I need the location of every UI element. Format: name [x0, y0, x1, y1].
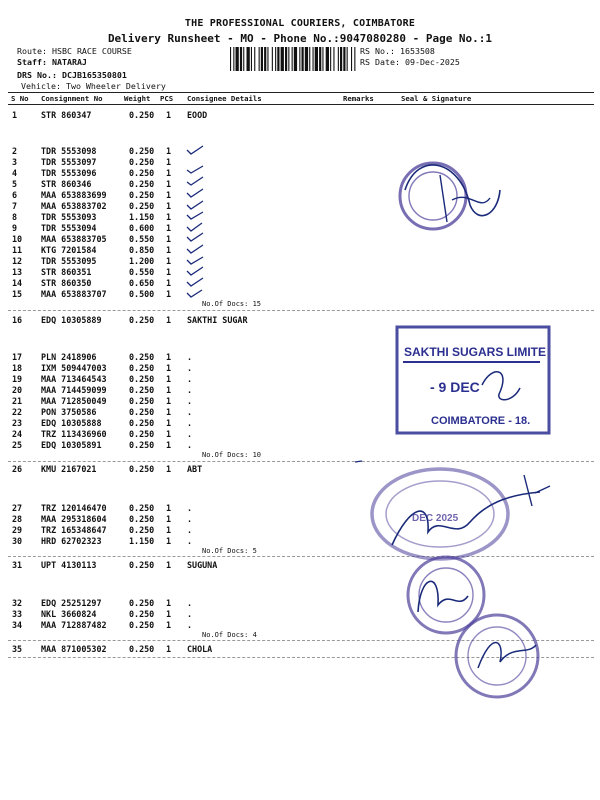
sakthi-stamp-city: COIMBATORE - 18. — [431, 415, 531, 427]
table-row: 6 MAA 653883699 0.250 1 — [12, 190, 172, 200]
table-row: 10 MAA 653883705 0.550 1 — [12, 234, 172, 244]
barcode-bar — [347, 47, 348, 71]
barcode-bar — [351, 47, 352, 71]
table-row: 9 TDR 5553094 0.600 1 — [12, 223, 172, 233]
table-row: 27 TRZ 120146470 0.250 1 . — [12, 503, 193, 513]
table-row: 8 TDR 5553093 1.150 1 — [12, 212, 172, 222]
company-title: THE PROFESSIONAL COURIERS, COIMBATORE — [184, 18, 416, 29]
table-row: 25 EDQ 10305891 0.250 1 . — [12, 440, 193, 450]
tick-mark-icon — [186, 145, 204, 155]
barcode-bar — [338, 47, 339, 71]
barcode-bar — [340, 47, 342, 71]
col-header-seal: Seal & Signature — [401, 94, 472, 103]
tick-mark-icon — [186, 277, 204, 287]
table-row: 11 KTG 7201584 0.850 1 — [12, 245, 172, 255]
table-row: 21 MAA 712850049 0.250 1 . — [12, 396, 193, 406]
barcode-bar — [275, 47, 276, 71]
barcode-bar — [281, 47, 284, 71]
barcode-bar — [288, 47, 289, 71]
table-row: 7 MAA 653883702 0.250 1 — [12, 201, 172, 211]
table-row: 35 MAA 871005302 0.250 1 CHOLA — [12, 644, 213, 654]
tick-mark-icon — [186, 266, 204, 276]
tick-mark-icon — [186, 222, 204, 232]
tick-mark-icon — [186, 232, 204, 242]
tick-mark-icon — [186, 200, 204, 210]
col-header-weight: Weight — [124, 94, 151, 103]
tick-mark-icon — [186, 164, 204, 174]
barcode-bar — [294, 47, 297, 71]
barcode-bar — [247, 47, 250, 71]
table-row: 15 MAA 653883707 0.500 1 — [12, 289, 172, 299]
barcode-bar — [313, 47, 314, 71]
barcode-bar — [272, 47, 273, 71]
barcode-bar — [326, 47, 329, 71]
barcode — [230, 47, 356, 71]
barcode-bar — [233, 47, 234, 71]
table-row: 13 STR 860351 0.550 1 — [12, 267, 172, 277]
col-header-consignment: Consignment No — [41, 94, 103, 103]
staff-label: Staff: NATARAJ — [17, 57, 87, 67]
group-doc-count: No.Of Docs: 5 — [202, 547, 257, 555]
table-row: 32 EDQ 25251297 0.250 1 . — [12, 598, 193, 608]
table-row: 16 EDQ 10305889 0.250 1 SAKTHI SUGAR — [12, 315, 248, 325]
group-divider — [8, 461, 594, 462]
table-row: 20 MAA 714459099 0.250 1 . — [12, 385, 193, 395]
barcode-bar — [236, 47, 239, 71]
barcode-bar — [254, 47, 255, 71]
table-row: 33 NKL 3660824 0.250 1 . — [12, 609, 193, 619]
barcode-bar — [302, 47, 304, 71]
table-row: 4 TDR 5553096 0.250 1 — [12, 168, 172, 178]
table-row: 1 STR 860347 0.250 1 EOOD — [12, 110, 208, 120]
rs-number: RS No.: 1653508 — [360, 46, 435, 56]
group-divider — [8, 310, 594, 311]
table-row: 18 IXM 509447003 0.250 1 . — [12, 363, 193, 373]
barcode-bar — [309, 47, 310, 71]
table-row: 31 UPT 4130113 0.250 1 SUGUNA — [12, 560, 218, 570]
table-row: 28 MAA 295318604 0.250 1 . — [12, 514, 193, 524]
table-row: 12 TDR 5553095 1.200 1 — [12, 256, 172, 266]
tick-mark-icon — [186, 255, 204, 265]
tick-mark-icon — [186, 188, 204, 198]
barcode-bar — [264, 47, 266, 71]
table-row: 3 TDR 5553097 0.250 1 — [12, 157, 172, 167]
barcode-bar — [343, 47, 345, 71]
barcode-bar — [292, 47, 293, 71]
tick-mark-icon — [186, 244, 204, 254]
barcode-bar — [230, 47, 231, 71]
table-row: 17 PLN 2418906 0.250 1 . — [12, 352, 193, 362]
header-rule-bottom — [8, 104, 594, 105]
barcode-bar — [322, 47, 323, 71]
tick-mark-icon — [186, 176, 204, 186]
barcode-bar — [305, 47, 308, 71]
barcode-bar — [259, 47, 260, 71]
group-doc-count: No.Of Docs: 10 — [202, 451, 262, 459]
barcode-bar — [330, 47, 331, 71]
table-row: 19 MAA 713464543 0.250 1 . — [12, 374, 193, 384]
table-row: 29 TRZ 165348647 0.250 1 . — [12, 525, 193, 535]
col-header-sno: S No — [11, 94, 29, 103]
table-row: 2 TDR 5553098 0.250 1 — [12, 146, 172, 156]
sakthi-stamp-date: - 9 DEC — [430, 379, 480, 395]
group-doc-count: No.Of Docs: 15 — [202, 300, 262, 308]
barcode-bar — [285, 47, 287, 71]
barcode-bar — [315, 47, 318, 71]
abt-stamp-date: DEC 2025 — [412, 513, 459, 524]
col-header-consignee: Consignee Details — [187, 94, 262, 103]
table-row: 22 PON 3750586 0.250 1 . — [12, 407, 193, 417]
barcode-bar — [277, 47, 279, 71]
barcode-bar — [354, 47, 355, 71]
table-row: 30 HRD 62702323 1.150 1 . — [12, 536, 193, 546]
barcode-bar — [261, 47, 263, 71]
barcode-bar — [240, 47, 242, 71]
table-row: 24 TRZ 113436960 0.250 1 . — [12, 429, 193, 439]
barcode-bar — [333, 47, 334, 71]
group-divider — [8, 657, 594, 658]
group-divider — [8, 640, 594, 641]
header-rule-top — [8, 92, 594, 93]
vehicle-label: Vehicle: Two Wheeler Delivery — [21, 81, 166, 91]
drs-number: DRS No.: DCJB165350801 — [17, 70, 127, 80]
rs-date: RS Date: 09-Dec-2025 — [360, 57, 460, 67]
tick-mark-icon — [186, 210, 204, 220]
table-row: 26 KMU 2167021 0.250 1 ABT — [12, 464, 203, 474]
barcode-bar — [319, 47, 321, 71]
group-doc-count: No.Of Docs: 4 — [202, 631, 257, 639]
route-label: Route: HSBC RACE COURSE — [17, 46, 132, 56]
table-row: 34 MAA 712887482 0.250 1 . — [12, 620, 193, 630]
table-row: 14 STR 860350 0.650 1 — [12, 278, 172, 288]
barcode-bar — [299, 47, 300, 71]
barcode-bar — [267, 47, 268, 71]
col-header-pcs: PCS — [160, 94, 174, 103]
table-row: 23 EDQ 10305888 0.250 1 . — [12, 418, 193, 428]
barcode-bar — [251, 47, 252, 71]
tick-mark-icon — [186, 288, 204, 298]
runsheet-subtitle: Delivery Runsheet - MO - Phone No.:9047080280 - Page No.:1 — [107, 32, 493, 45]
table-row: 5 STR 860346 0.250 1 — [12, 179, 172, 189]
group-divider — [8, 556, 594, 557]
col-header-remarks: Remarks — [343, 94, 374, 103]
barcode-bar — [243, 47, 244, 71]
sakthi-stamp-name: SAKTHI SUGARS LIMITE — [404, 345, 547, 359]
